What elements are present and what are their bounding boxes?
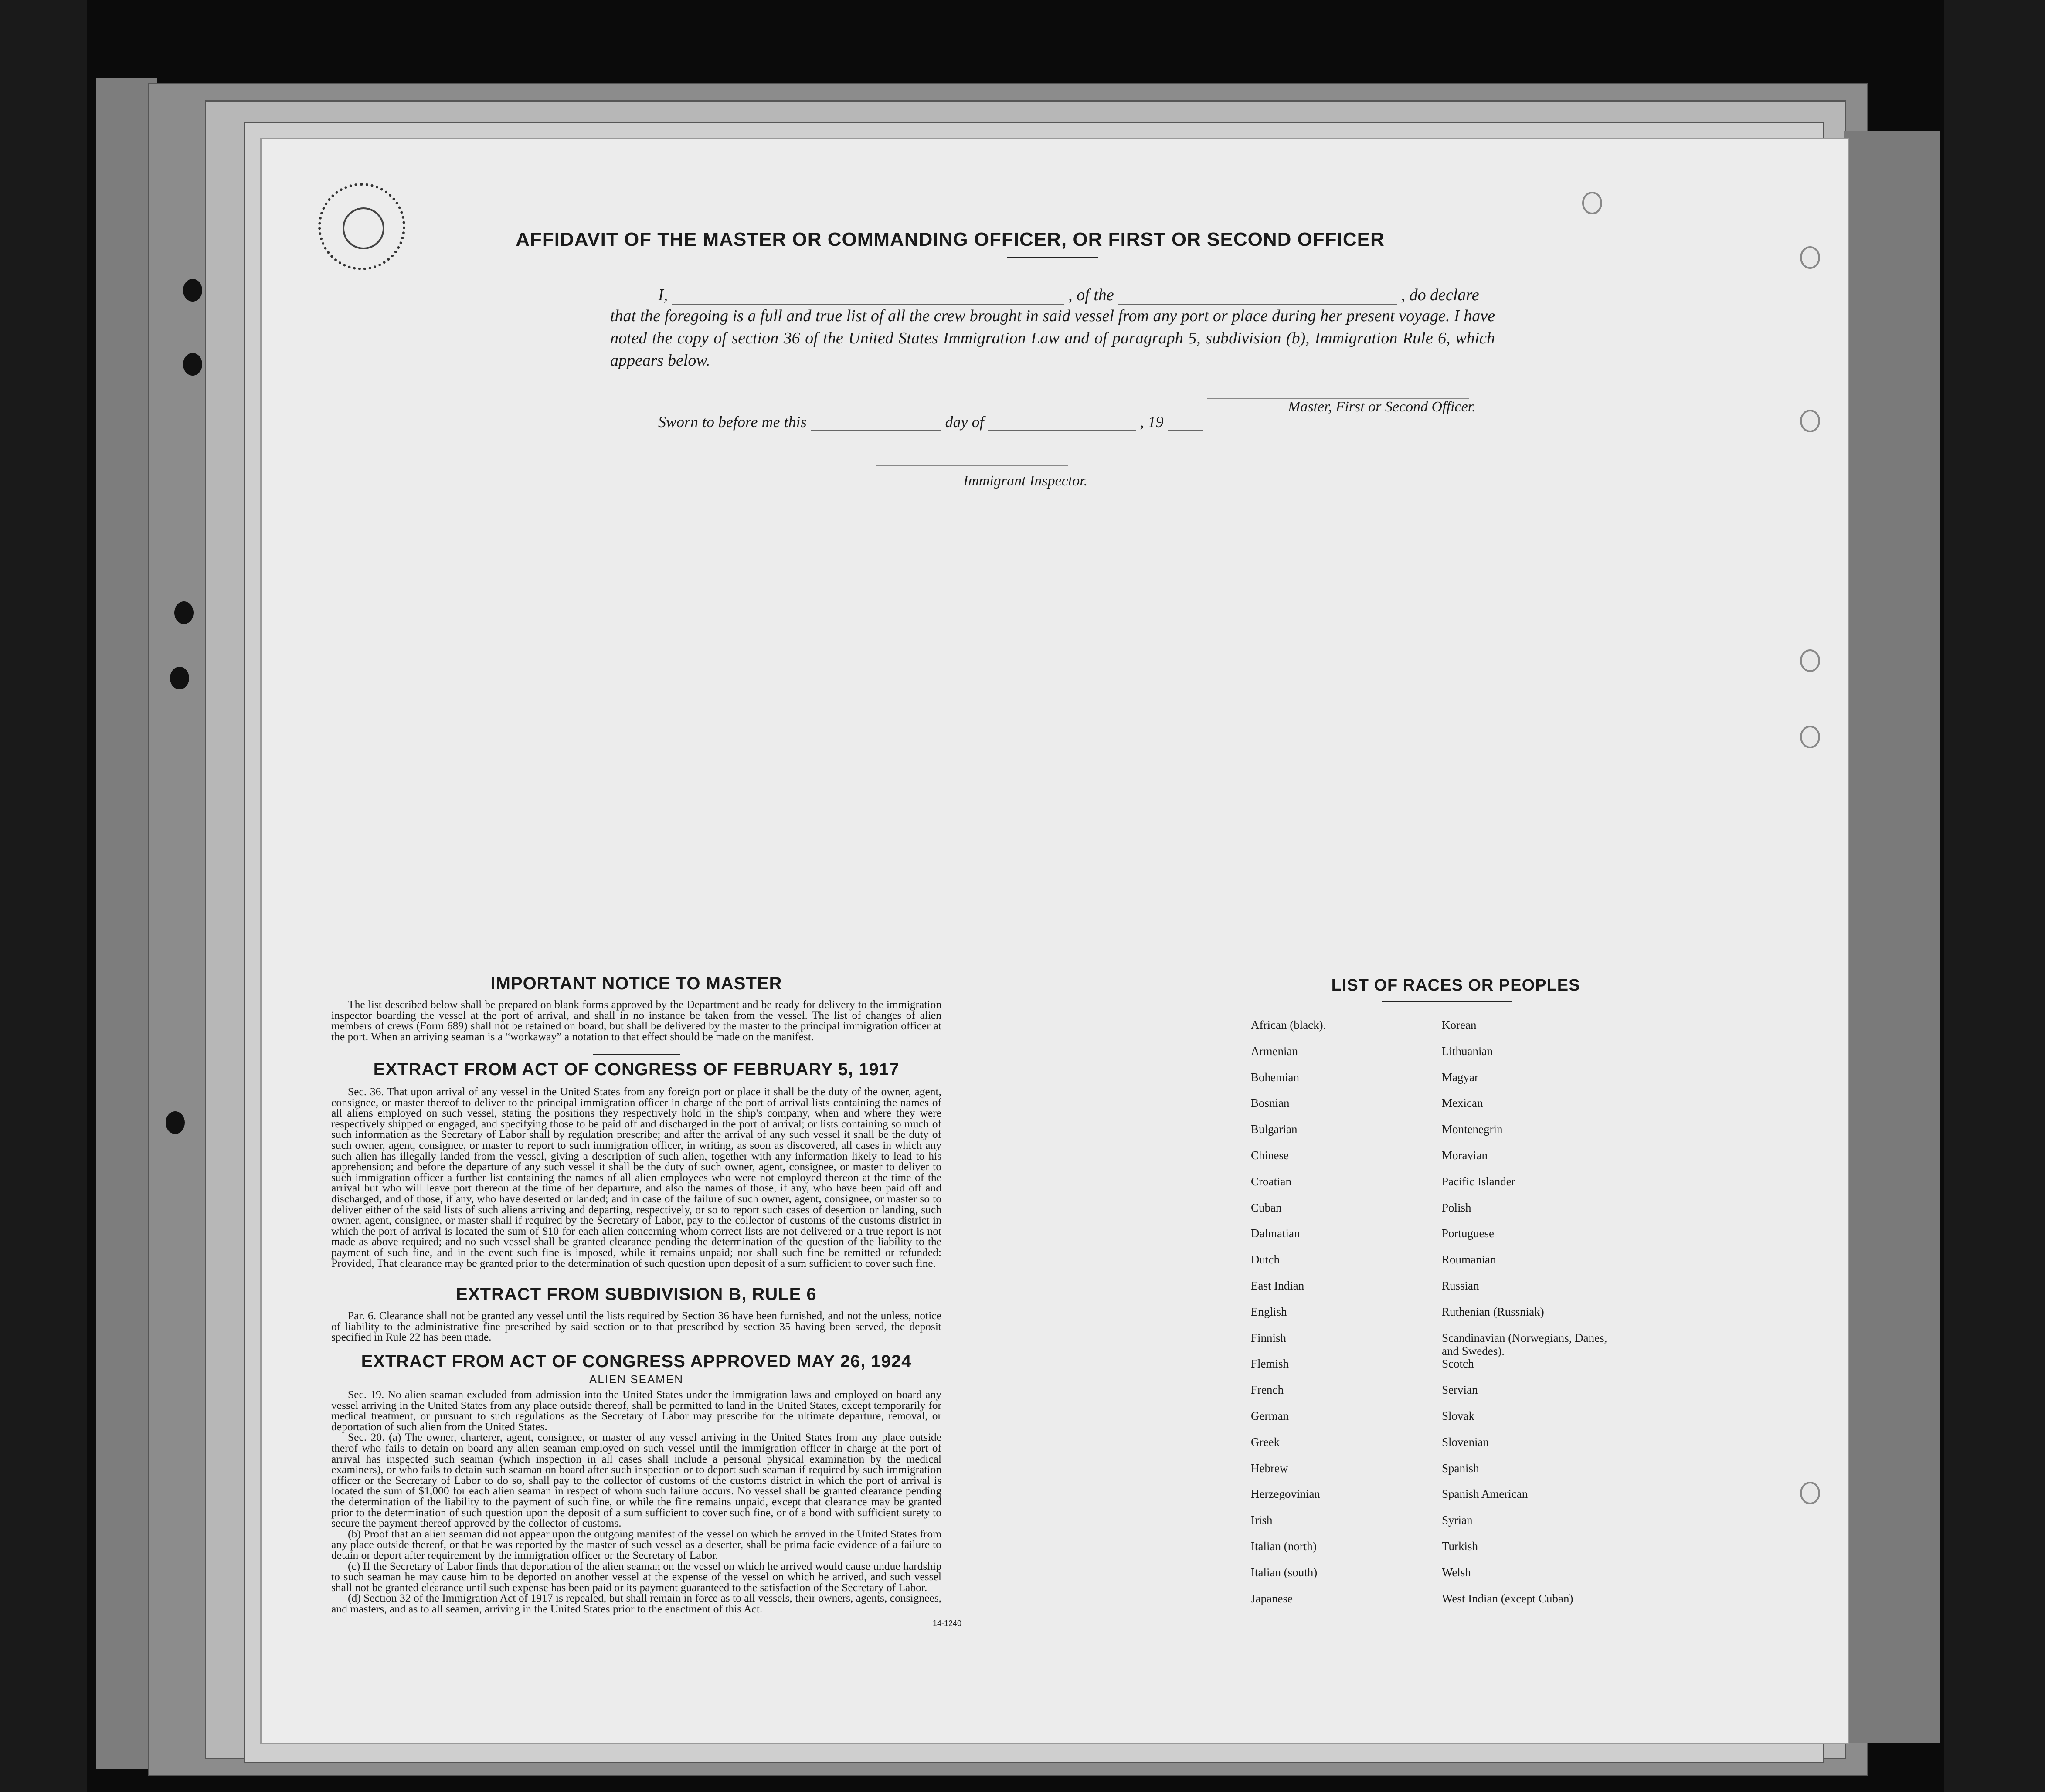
races-list-right — [1442, 1018, 1625, 1618]
race-item: Pacific Islander — [1442, 1174, 1515, 1188]
official-seal-stamp — [318, 183, 405, 270]
binder-spine — [96, 78, 157, 1769]
race-item: German — [1251, 1409, 1289, 1422]
inspector-signature-label: Immigrant Inspector. — [963, 473, 1088, 489]
race-item: Slovak — [1442, 1409, 1475, 1422]
sworn-year: , 19 — [1140, 413, 1164, 431]
form-number: 14-1240 — [933, 1619, 962, 1628]
race-item: Herzegovinian — [1251, 1487, 1320, 1501]
race-item: Korean — [1442, 1018, 1477, 1032]
binder-ring-hole — [1582, 192, 1602, 214]
race-item: Ruthenian (Russniak) — [1442, 1305, 1544, 1318]
race-item: Syrian — [1442, 1514, 1473, 1527]
race-item: Croatian — [1251, 1174, 1291, 1188]
race-item: Hebrew — [1251, 1461, 1288, 1475]
race-item: Roumanian — [1442, 1253, 1496, 1266]
race-item: Mexican — [1442, 1096, 1483, 1110]
extract-rule6-text — [331, 1310, 941, 1343]
notice-title: IMPORTANT NOTICE TO MASTER — [490, 974, 782, 993]
affidavit-i: I, — [658, 286, 668, 304]
extract-1924-paragraph: (d) Section 32 of the Immigration Act of 1917 is repealed, but shall remain in force as to all vessels, their owners, agents, consignees, and masters, and as to all seamen, arriving in the United States prior to the enactment of this Act. — [331, 1592, 941, 1615]
race-item: African (black). — [1251, 1018, 1326, 1032]
race-item: Polish — [1442, 1201, 1471, 1214]
section-rule — [593, 1054, 680, 1055]
races-list-left — [1251, 1018, 1434, 1618]
extract-rule6-title: EXTRACT FROM SUBDIVISION B, RULE 6 — [456, 1285, 817, 1304]
race-item: Scandinavian (Norwegians, Danes, and Swedes). — [1442, 1331, 1607, 1358]
notice-paragraph: The list described below shall be prepared on blank forms approved by the Department and be ready for delivery to the immigration inspector boarding the vessel at the port of arrival, and shall in no instance be taken from the vessel. The list of changes of alien members of crews (Form 689) shall not be retained on board, but shall be delivered by the master to the principal immigration officer at the port. When an arriving seaman is a “workaway” a notation to that effect should be made on the manifest. — [331, 998, 941, 1043]
race-item: Chinese — [1251, 1148, 1289, 1162]
affidavit-of-the: , of the — [1068, 286, 1114, 304]
race-item: Welsh — [1442, 1565, 1471, 1579]
race-item: Flemish — [1251, 1357, 1289, 1371]
race-item: Irish — [1251, 1514, 1273, 1527]
master-signature-label: Master, First or Second Officer. — [1288, 399, 1476, 415]
race-item: Bulgarian — [1251, 1123, 1298, 1136]
title-rule — [1007, 257, 1098, 258]
extract-1924-paragraph: (b) Proof that an alien seaman did not appear upon the outgoing manifest of the vessel on which he arrived in the United States from any place outside thereof, or that he was reported by the master of such vessel as a deserter, shall be prima facie evidence of a failure to detain or deport after requirement by the immigration officer or the Secretary of Labor. — [331, 1527, 941, 1561]
extract-1917-title: EXTRACT FROM ACT OF CONGRESS OF FEBRUARY 5, 1917 — [373, 1060, 900, 1079]
race-item: French — [1251, 1383, 1284, 1397]
sworn-day-of: day of — [945, 413, 984, 431]
punch-hole — [170, 667, 189, 689]
race-item: Spanish — [1442, 1461, 1479, 1475]
affidavit-do-declare: , do declare — [1401, 286, 1479, 304]
binder-ring-hole — [1800, 649, 1820, 672]
race-item: Spanish American — [1442, 1487, 1528, 1501]
punch-hole — [174, 601, 194, 624]
race-item: Bohemian — [1251, 1070, 1299, 1084]
race-item: Slovenian — [1442, 1435, 1489, 1449]
binder-edge-right — [1844, 131, 1940, 1743]
binder-ring-hole — [1800, 1482, 1820, 1504]
race-item: East Indian — [1251, 1279, 1304, 1292]
extract-1924-subtitle: ALIEN SEAMEN — [589, 1373, 684, 1386]
punch-hole — [183, 279, 202, 302]
extract-1917-paragraph: Sec. 36. That upon arrival of any vessel in the United States from any foreign port or place it shall be the duty of the owner, agent, consignee, or master thereof to deliver to the principal immigration officer in charge of the port of arrival lists containing the names of all aliens employed on such vessel, stating the positions they respectively hold in the ship's company, when and where they were respectively shipped or engaged, and specifying those to be paid off and discharged in the port of arrival; or lists containing so much of such information as the Secretary of Labor shall by regulation prescribe; and after the arrival of any such vessel it shall be the duty of such owner, agent, consignee, or master to report to such immigration officer, in writing, as soon as discovered, all cases in which any such alien has illegally landed from the vessel, giving a description of such alien, together with any information likely to lead to his apprehension; and before the departure of any such vessel it shall be the duty of such owner, agent, consignee, or master to deliver to such immigration officer a further list containing the names of all alien employees who were not employed thereon at the time of the arrival but who will leave port thereon at the time of her departure, and also the names of those, if any, who have been paid off and discharged, and of those, if any, who have deserted or landed; and in case of the failure of such owner, agent, consignee, or master so to deliver either of the said lists of such aliens arriving and departing, respectively, or so to report such cases of desertion or landing, such owner, agent, consignee, or master shall if required by the Secretary of Labor, pay to the collector of customs of the customs district in which the port of arrival is located the sum of $10 for each alien concerning whom correct lists are not delivered or a true report is not made as above required; and no such vessel shall be granted clearance pending the determination of the question of the liability to the payment of such fine, and in the event such fine is imposed, while it remains unpaid; nor shall such fine be remitted or refunded: Provided, That clearance may be granted prior to the determination of such question upon deposit of a sum sufficient to cover such fine. — [331, 1085, 941, 1269]
race-item: Russian — [1442, 1279, 1479, 1292]
race-item: Scotch — [1442, 1357, 1474, 1371]
race-item: Lithuanian — [1442, 1044, 1493, 1058]
vessel-name-blank[interactable] — [1118, 287, 1397, 305]
affidavit-body: that the foregoing is a full and true list of all the crew brought in said vessel from any port or place during her present voyage. I have noted the copy of section 36 of the United States Immigration Law and of paragraph 5, subdivision (b), Immigration Rule 6, which appears below. — [610, 307, 1495, 370]
race-item: Japanese — [1251, 1592, 1293, 1605]
extract-1924-text — [331, 1389, 941, 1614]
film-strip-left — [0, 0, 87, 1792]
extract-1924-paragraph: (c) If the Secretary of Labor finds that deportation of the alien seaman on the vessel on which he arrived would cause undue hardship to such seaman he may cause him to be deported on another vessel at the expense of the vessel on which he arrived, and such vessel shall not be granted clearance until such expense has been paid or its payment guaranteed to the satisfaction of the Secretary of Labor. — [331, 1559, 941, 1594]
race-item: Greek — [1251, 1435, 1280, 1449]
film-strip-right — [1944, 0, 2045, 1792]
inspector-signature-line[interactable] — [876, 465, 1068, 466]
binder-ring-hole — [1800, 726, 1820, 748]
sworn-day-blank[interactable] — [811, 414, 941, 431]
sworn-line — [658, 413, 1203, 431]
race-item: Finnish — [1251, 1331, 1287, 1344]
race-item: Bosnian — [1251, 1096, 1290, 1110]
extract-1917-text — [331, 1086, 941, 1269]
punch-hole — [166, 1111, 185, 1134]
race-item: Italian (north) — [1251, 1539, 1317, 1553]
race-item: Dalmatian — [1251, 1227, 1300, 1240]
affidavit-line-1 — [658, 285, 1479, 305]
race-item: English — [1251, 1305, 1287, 1318]
master-name-blank[interactable] — [672, 287, 1064, 305]
race-item: Montenegrin — [1442, 1123, 1503, 1136]
race-item: Dutch — [1251, 1253, 1280, 1266]
race-item: Cuban — [1251, 1201, 1282, 1214]
extract-1924-paragraph: Sec. 20. (a) The owner, charterer, agent, consignee, or master of any vessel arriving in the United States from any place outside therof who fails to detain on board any alien seaman employed on such vessel until the immigration officer in charge at the port of arrival has inspected such seaman (which inspection in all cases shall include a personal physical examination by the medical examiners), or who fails to detain such seaman on board after such inspection or to deport such seaman if required by such immigration officer or the Secretary of Labor to do so, shall pay to the collector of customs of the customs district in which the port of arrival is located the sum of $1,000 for each alien seaman in respect of whom such failure occurs. No vessel shall be granted clearance pending the determination of the liability to the payment of such fine, or while the fine remains unpaid, except that clearance may be granted prior to the determination of such question upon the deposit of a sum sufficient to cover such fine, or of a bond with sufficient surety to secure the payment thereof approved by the collector of customs. — [331, 1431, 941, 1530]
extract-1924-title: EXTRACT FROM ACT OF CONGRESS APPROVED MAY 26, 1924 — [361, 1352, 912, 1371]
notice-text — [331, 999, 941, 1042]
races-title: LIST OF RACES OR PEOPLES — [1331, 976, 1580, 994]
extract-1924-paragraph: Sec. 19. No alien seaman excluded from admission into the United States under the immigration laws and employed on board any vessel arriving in the United States from any place outside thereof, shall be permitted to land in the United States, except temporarily for medical treatment, or pursuant to such regulations as the Secretary of Labor may prescribe for the ultimate departure, removal, or deportation of such alien from the United States. — [331, 1388, 941, 1433]
race-item: Armenian — [1251, 1044, 1298, 1058]
race-item: Turkish — [1442, 1539, 1478, 1553]
sworn-month-blank[interactable] — [988, 414, 1136, 431]
binder-ring-hole — [1800, 246, 1820, 269]
race-item: Portuguese — [1442, 1227, 1494, 1240]
race-item: West Indian (except Cuban) — [1442, 1592, 1573, 1605]
extract-rule6-paragraph: Par. 6. Clearance shall not be granted any vessel until the lists required by Section 36 have been furnished, and not the unless, notice of liability to the administrative fine prescribed by said section or to that prescribed by section 35 having been served, the deposit specified in Rule 22 has been made. — [331, 1309, 941, 1344]
sworn-prefix: Sworn to before me this — [658, 413, 807, 431]
affidavit-title: AFFIDAVIT OF THE MASTER OR COMMANDING OFFICER, OR FIRST OR SECOND OFFICER — [516, 229, 1385, 250]
race-item: Magyar — [1442, 1070, 1478, 1084]
punch-hole — [183, 353, 202, 376]
races-title-rule — [1382, 1001, 1512, 1002]
binder-ring-hole — [1800, 410, 1820, 432]
sworn-year-blank[interactable] — [1168, 414, 1203, 431]
form-page — [262, 139, 1848, 1743]
race-item: Servian — [1442, 1383, 1478, 1397]
race-item: Italian (south) — [1251, 1565, 1318, 1579]
race-item: Moravian — [1442, 1148, 1488, 1162]
